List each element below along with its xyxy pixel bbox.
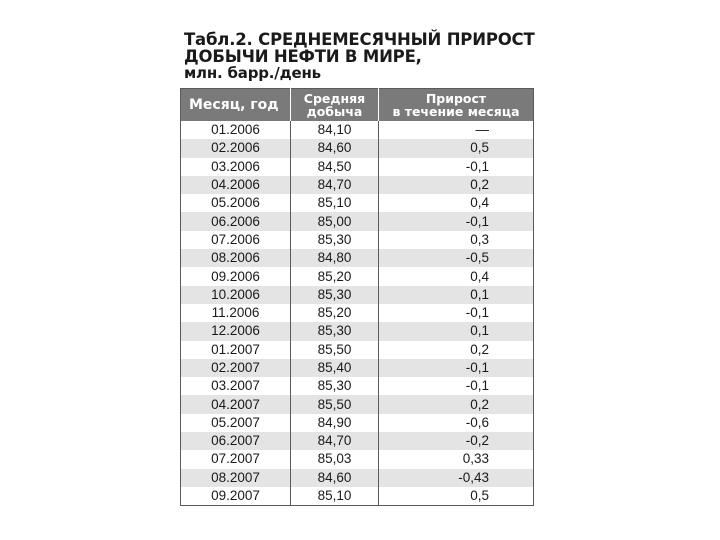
table-row bbox=[181, 158, 534, 176]
table-row bbox=[181, 267, 534, 285]
cell-month: 06.2007 bbox=[181, 432, 291, 450]
cell-production: 84,80 bbox=[291, 249, 379, 267]
cell-production: 85,50 bbox=[291, 395, 379, 413]
cell-month: 04.2006 bbox=[181, 176, 291, 194]
table-body bbox=[181, 121, 534, 506]
cell-month: 03.2006 bbox=[181, 158, 291, 176]
cell-growth: -0,43 bbox=[379, 469, 534, 487]
header-month: Месяц, год bbox=[181, 89, 291, 122]
cell-month: 01.2006 bbox=[181, 121, 291, 139]
table-row bbox=[181, 432, 534, 450]
cell-month: 06.2006 bbox=[181, 212, 291, 230]
cell-month: 04.2007 bbox=[181, 395, 291, 413]
cell-month: 09.2007 bbox=[181, 487, 291, 506]
cell-production: 85,10 bbox=[291, 194, 379, 212]
cell-production: 85,30 bbox=[291, 377, 379, 395]
table-row bbox=[181, 450, 534, 468]
cell-growth: 0,3 bbox=[470, 231, 489, 247]
cell-month: 01.2007 bbox=[181, 341, 291, 359]
cell-growth: 0,1 bbox=[379, 286, 534, 304]
header-growth bbox=[379, 89, 534, 122]
table-title bbox=[184, 31, 544, 82]
table-row bbox=[181, 212, 534, 230]
cell-production: 85,10 bbox=[291, 487, 379, 506]
cell-growth: 0,33 bbox=[462, 451, 489, 467]
header-growth-line-1: Прирост bbox=[425, 91, 487, 106]
cell-production: 85,20 bbox=[291, 267, 379, 285]
cell-production: 85,30 bbox=[291, 322, 379, 340]
table-row bbox=[181, 487, 534, 506]
cell-growth: 0,5 bbox=[379, 139, 534, 157]
cell-growth: -0,5 bbox=[379, 249, 534, 267]
cell-month: 12.2006 bbox=[181, 322, 291, 340]
table-row bbox=[181, 286, 534, 304]
cell-month: 07.2006 bbox=[181, 231, 291, 249]
table-title-units: млн. барр./день bbox=[184, 64, 321, 82]
table-row bbox=[181, 359, 534, 377]
cell-production: 84,70 bbox=[291, 176, 379, 194]
table-row bbox=[181, 121, 534, 139]
table-row bbox=[181, 231, 534, 249]
cell-growth: 0,2 bbox=[379, 176, 534, 194]
cell-production: 84,60 bbox=[291, 139, 379, 157]
cell-production: 84,50 bbox=[291, 158, 379, 176]
table-row bbox=[181, 322, 534, 340]
cell-growth: -0,2 bbox=[379, 432, 534, 450]
cell-production: 84,60 bbox=[291, 469, 379, 487]
cell-production: 85,50 bbox=[291, 341, 379, 359]
header-production-line-1: Средняя bbox=[303, 91, 366, 106]
table-row bbox=[181, 414, 534, 432]
cell-production: 85,40 bbox=[291, 359, 379, 377]
cell-production: 85,20 bbox=[291, 304, 379, 322]
cell-growth: 0,1 bbox=[379, 322, 534, 340]
cell-growth: -0,1 bbox=[465, 158, 489, 174]
cell-production: 84,10 bbox=[291, 121, 379, 139]
table-title-line-1: Табл.2. СРЕДНЕМЕСЯЧНЫЙ ПРИРОСТ bbox=[184, 30, 535, 49]
cell-growth: -0,1 bbox=[465, 378, 489, 394]
cell-month: 03.2007 bbox=[181, 377, 291, 395]
cell-growth: 0,2 bbox=[379, 395, 534, 413]
table-row bbox=[181, 469, 534, 487]
cell-month: 08.2006 bbox=[181, 249, 291, 267]
header-growth-line-2: в течение месяца bbox=[392, 104, 520, 119]
cell-production: 84,90 bbox=[291, 414, 379, 432]
cell-growth: 0,2 bbox=[470, 341, 489, 357]
cell-month: 09.2006 bbox=[181, 267, 291, 285]
header-production-line-2: добыча bbox=[306, 104, 363, 119]
table-title-line-2: ДОБЫЧИ НЕФТИ В МИРЕ, bbox=[184, 47, 422, 66]
cell-growth: -0,1 bbox=[379, 212, 534, 230]
cell-growth: -0,1 bbox=[465, 305, 489, 321]
cell-month: 05.2007 bbox=[181, 414, 291, 432]
cell-month: 11.2006 bbox=[181, 304, 291, 322]
cell-production: 85,00 bbox=[291, 212, 379, 230]
table-row bbox=[181, 139, 534, 157]
cell-month: 02.2006 bbox=[181, 139, 291, 157]
cell-growth: — bbox=[475, 122, 489, 138]
cell-growth: 0,4 bbox=[470, 268, 489, 284]
cell-month: 08.2007 bbox=[181, 469, 291, 487]
oil-production-table bbox=[180, 88, 534, 506]
header-production bbox=[291, 89, 379, 122]
cell-month: 07.2007 bbox=[181, 450, 291, 468]
cell-growth: 0,5 bbox=[470, 488, 489, 504]
cell-production: 85,30 bbox=[291, 286, 379, 304]
cell-month: 10.2006 bbox=[181, 286, 291, 304]
table-header-row bbox=[181, 89, 534, 122]
cell-month: 02.2007 bbox=[181, 359, 291, 377]
cell-growth: -0,6 bbox=[465, 414, 489, 430]
cell-month: 05.2006 bbox=[181, 194, 291, 212]
table-row bbox=[181, 341, 534, 359]
table-row bbox=[181, 249, 534, 267]
cell-production: 85,30 bbox=[291, 231, 379, 249]
cell-growth: 0,4 bbox=[470, 195, 489, 211]
cell-production: 85,03 bbox=[291, 450, 379, 468]
cell-growth: -0,1 bbox=[379, 359, 534, 377]
table-row bbox=[181, 377, 534, 395]
cell-production: 84,70 bbox=[291, 432, 379, 450]
table-header bbox=[181, 89, 534, 122]
table-row bbox=[181, 194, 534, 212]
table-row bbox=[181, 395, 534, 413]
table-row bbox=[181, 176, 534, 194]
table-row bbox=[181, 304, 534, 322]
